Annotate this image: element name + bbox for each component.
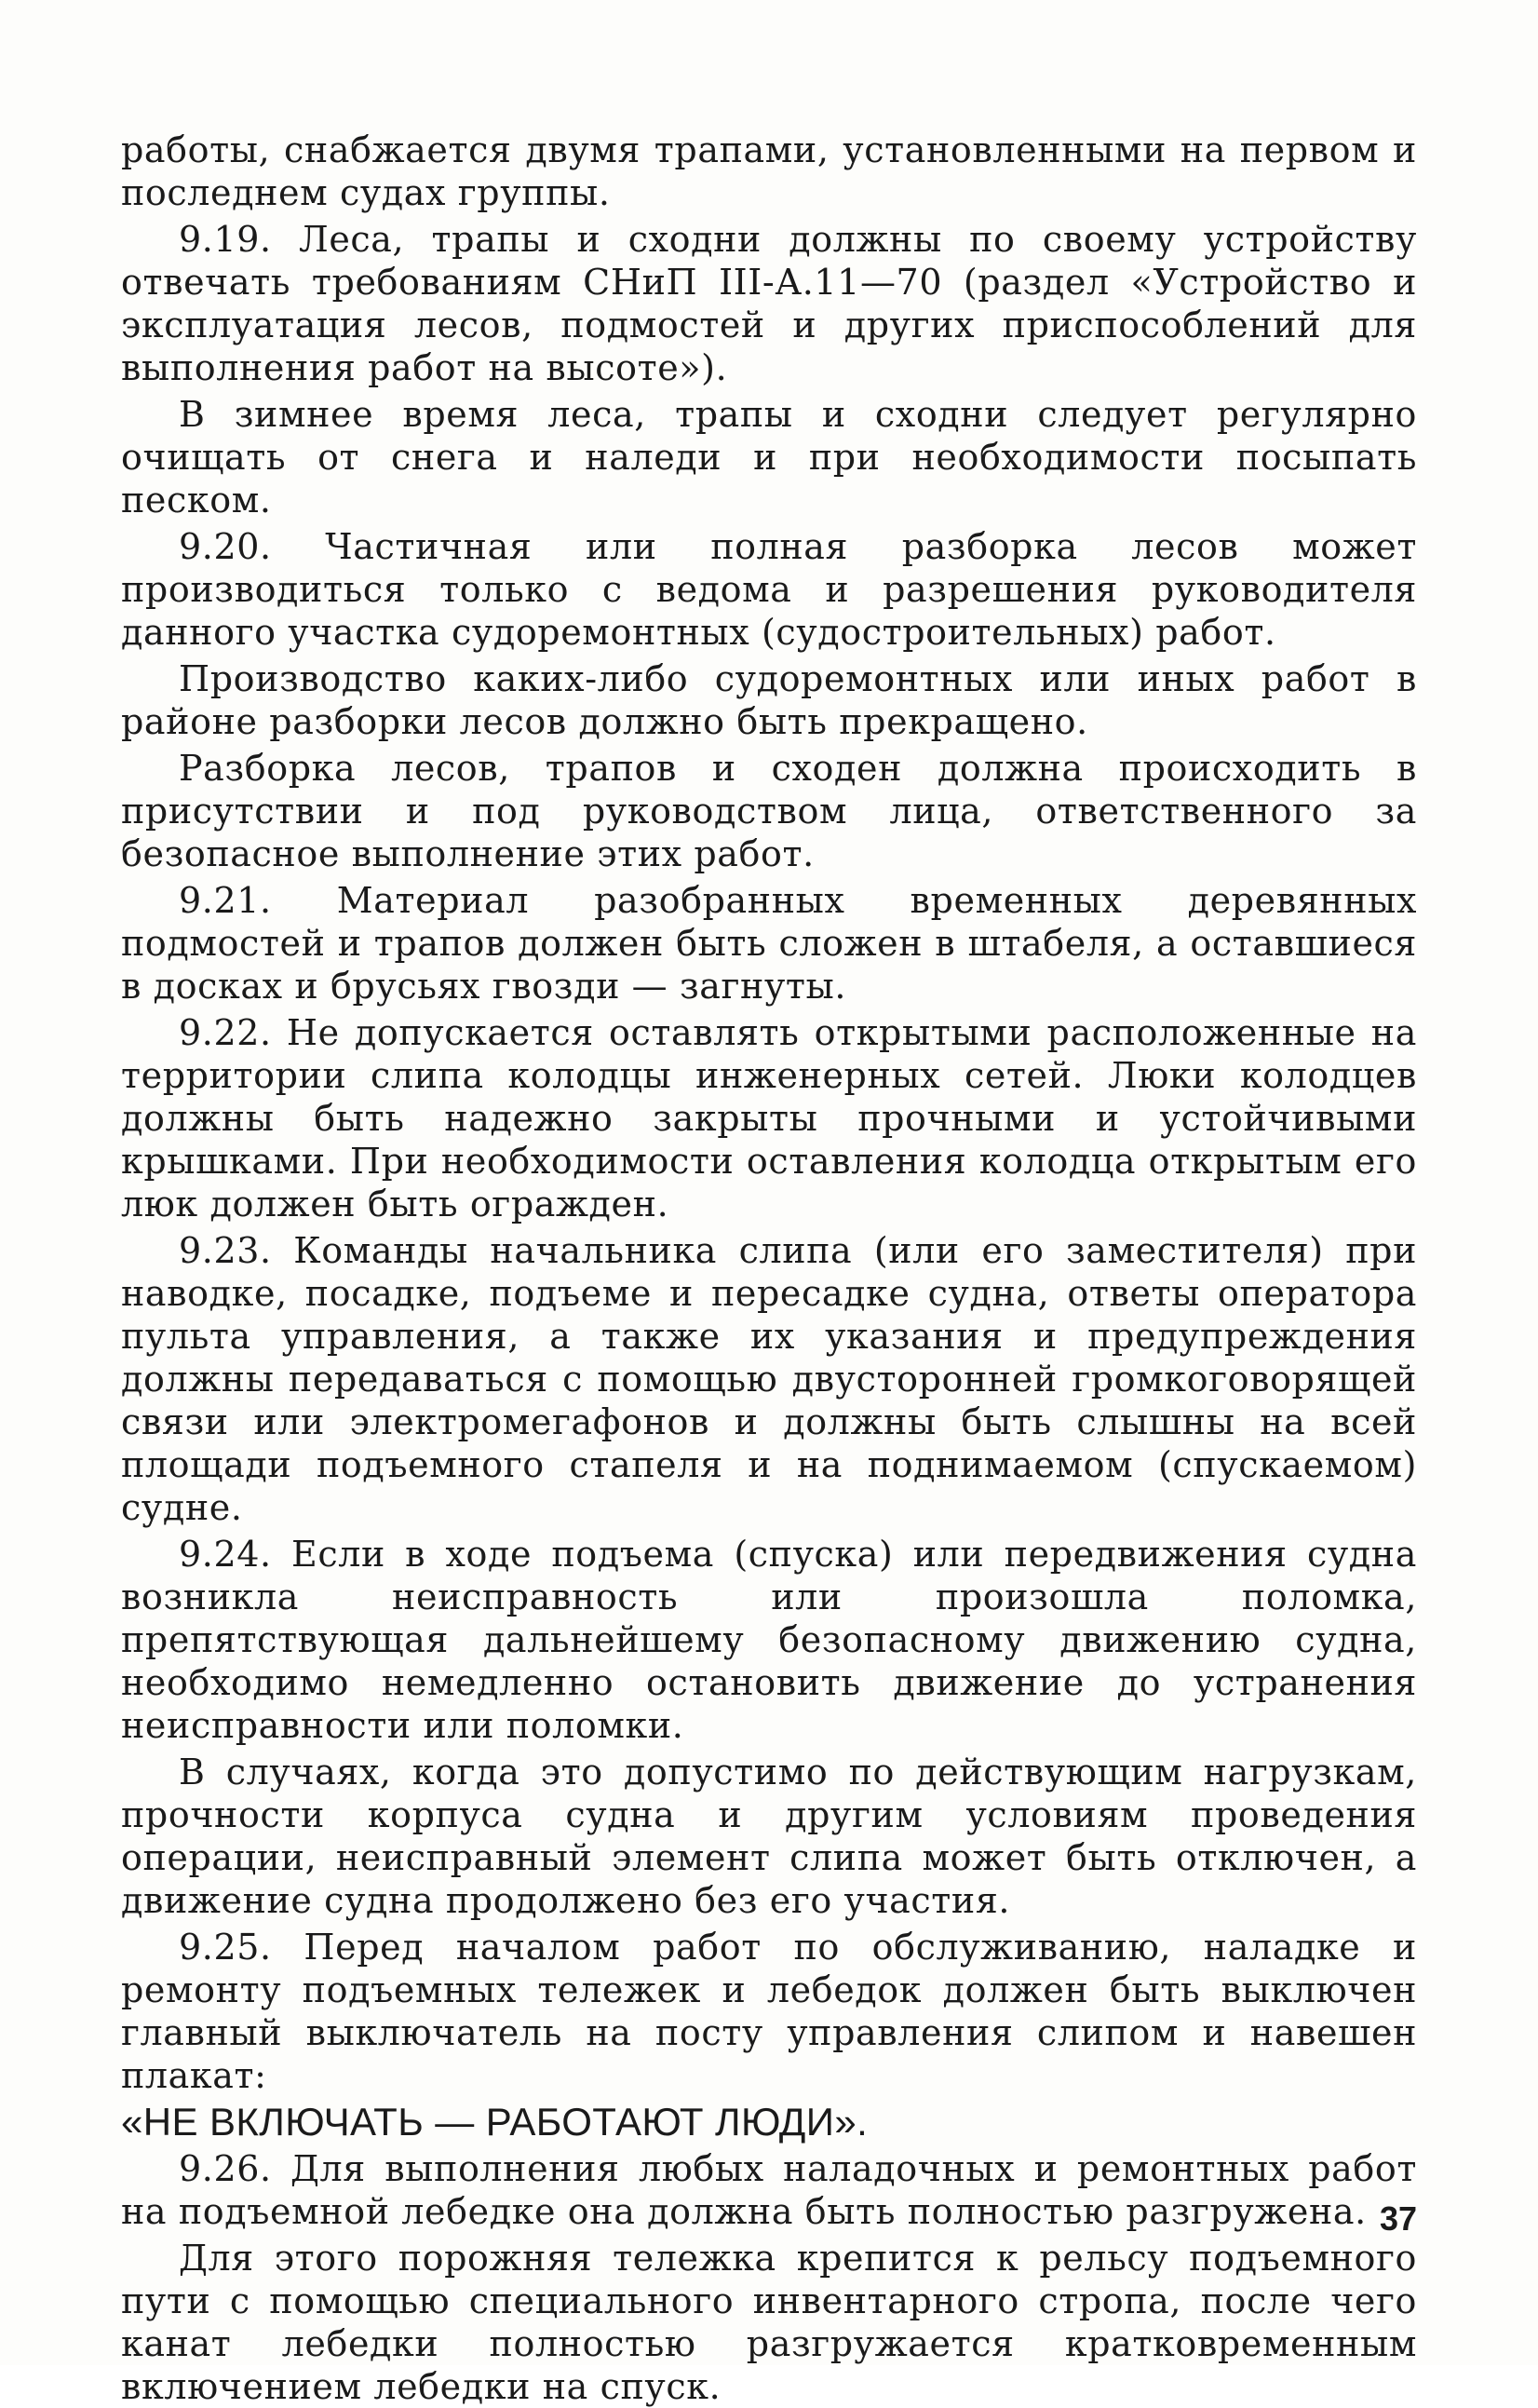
paragraph-9-25: 9.25. Перед началом работ по обслуживанию, наладке и ремонту подъемных тележек и лебедок должен быть выключен главный выключатель на посту управления слипом и навешен плакат: xyxy=(121,1927,1417,2096)
paragraph-9-22: 9.22. Не допускается оставлять открытыми расположенные на территории слипа колодцы инженерных сетей. Люки колодцев должны быть надежно закрыты прочными и устойчивыми крышками. При необходимости оставления колодца открытым его люк должен быть огражден. xyxy=(121,1012,1417,1224)
paragraph-9-20-supervision: Разборка лесов, трапов и сходен должна происходить в присутствии и под руководством лица, ответственного за безопасное выполнение этих работ. xyxy=(121,748,1417,874)
paragraph-intro: работы, снабжается двумя трапами, установленными на первом и последнем судах группы. xyxy=(121,129,1417,213)
body-text xyxy=(121,129,1417,2408)
paragraph-9-21: 9.21. Материал разобранных временных деревянных подмостей и трапов должен быть сложен в штабеля, а оставшиеся в досках и брусьях гвозди — загнуты. xyxy=(121,880,1417,1007)
paragraph-9-24: 9.24. Если в ходе подъема (спуска) или передвижения судна возникла неисправность или произошла поломка, препятствующая дальнейшему безопасному движению судна, необходимо немедленно остановить движение до устранения неисправности или поломки. xyxy=(121,1534,1417,1746)
paragraph-9-20-work-stop: Производство каких-либо судоремонтных или иных работ в районе разборки лесов должно быть прекращено. xyxy=(121,658,1417,742)
paragraph-9-20: 9.20. Частичная или полная разборка лесов может производиться только с ведома и разрешения руководителя данного участка судоремонтных (судостроительных) работ. xyxy=(121,526,1417,653)
page-number: 37 xyxy=(1379,2199,1417,2238)
paragraph-9-19: 9.19. Леса, трапы и сходни должны по своему устройству отвечать требованиям СНиП III-А.11—70 (раздел «Устройство и эксплуатация лесов, подмостей и других приспособлений для выполнения работ на высоте»). xyxy=(121,219,1417,388)
warning-poster-text: «НЕ ВКЛЮЧАТЬ — РАБОТАЮТ ЛЮДИ». xyxy=(121,2100,869,2144)
paragraph-9-26: 9.26. Для выполнения любых наладочных и ремонтных работ на подъемной лебедке она должна быть полностью разгружена. xyxy=(121,2148,1417,2232)
paragraph-9-23: 9.23. Команды начальника слипа (или его заместителя) при наводке, посадке, подъеме и пересадке судна, ответы оператора пульта управления, а также их указания и предупреждения должны передаваться с помощью двусторонней громкоговорящей связи или электромегафонов и должны быть слышны на всей площади подъемного стапеля и на поднимаемом (спускаемом) судне. xyxy=(121,1230,1417,1528)
paragraph-9-24-cases: В случаях, когда это допустимо по действующим нагрузкам, прочности корпуса судна и другим условиям проведения операции, неисправный элемент слипа может быть отключен, а движение судна продолжено без его участия. xyxy=(121,1752,1417,1921)
paragraph-9-19-winter: В зимнее время леса, трапы и сходни следует регулярно очищать от снега и наледи и при необходимости посыпать песком. xyxy=(121,394,1417,521)
paragraph-9-26-procedure: Для этого порожняя тележка крепится к рельсу подъемного пути с помощью специального инвентарного стропа, после чего канат лебедки полностью разгружается кратковременным включением лебедки на спуск. xyxy=(121,2238,1417,2407)
